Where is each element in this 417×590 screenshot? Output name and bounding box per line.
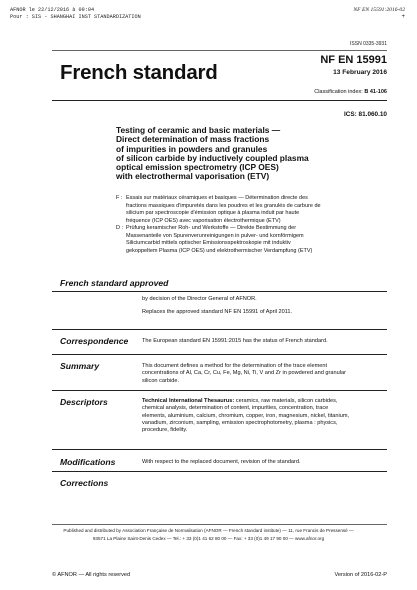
summary-heading: Summary: [60, 361, 100, 371]
descriptors-divider: [52, 390, 387, 391]
top-divider: [52, 50, 387, 51]
download-stamp: [10, 7, 141, 21]
modifications-divider: [52, 449, 387, 450]
corrections-divider: [52, 471, 387, 472]
french-title: [116, 195, 386, 225]
german-title-line: Siliciumcarbid mittels optischer Emissionsspektroskopie mit induktiv: [126, 240, 291, 247]
issn: ISSN 0335-3931: [350, 41, 387, 47]
approved-divider: [52, 291, 387, 292]
french-title-line: fractions massiques d'impuretés dans les poudres et les granulés de carbure de: [126, 202, 321, 209]
french-title-line: Essais sur matériaux céramiques et basiques — Détermination directe des: [126, 195, 308, 201]
ics-code: ICS: 81.060.10: [344, 111, 387, 118]
modifications-text: With respect to the replaced document, revision of the standard.: [142, 459, 301, 465]
standard-number: NF EN 15991: [320, 54, 387, 66]
title-line: of silicon carbide by inductively coupled plasma: [116, 152, 309, 163]
summary-line: concentrations of Al, Ca, Cr, Cu, Fe, Mg, Ni, Ti, V and Zr in powdered and granular: [142, 370, 346, 377]
stamp-line-recipient: Pour : SIS - SHANGHAI INST STANDARDIZATION: [10, 14, 141, 20]
descriptors-heading: Descriptors: [60, 397, 108, 407]
classification-value: B 41-106: [364, 89, 387, 95]
french-title-line: silicium par spectroscopie d'émission optique à plasma induit par haute: [126, 210, 300, 217]
descriptors-line: vanadium, zirconium, sampling, emission spectrophotometry, plasma : physics,: [142, 419, 338, 426]
corrections-heading: Corrections: [60, 478, 109, 488]
summary-text: [142, 363, 387, 385]
title-line: of impurities in powders and granules: [116, 143, 268, 154]
title-line: Testing of ceramic and basic materials —: [116, 125, 281, 135]
copyright: © AFNOR — All rights reserved: [52, 572, 131, 578]
german-title: [116, 225, 386, 255]
correspondence-heading: Correspondence: [60, 336, 129, 346]
summary-line: This document defines a method for the determination of the trace element: [142, 363, 328, 369]
modifications-heading: Modifications: [60, 457, 116, 467]
german-title-line: gekoppeltem Plasma (ICP OES) und elektrothermischer Verdampfung (ETV): [126, 247, 313, 254]
descriptors-line: elements, aluminium, calcium, chromium, copper, iron, magnesium, nickel, titanium,: [142, 412, 350, 419]
correspondence-text: The European standard EN 15991:2015 has the status of French standard.: [142, 338, 328, 344]
title-line: Direct determination of mass fractions: [116, 134, 270, 145]
approved-heading: French standard approved: [60, 278, 169, 288]
thesaurus-label: Technical International Thesaurus:: [142, 398, 235, 404]
approved-decision: by decision of the Director General of AFNOR.: [142, 296, 257, 302]
header-divider: [52, 100, 387, 101]
french-title-line: fréquence (ICP OES) avec vaporisation électrothermique (ETV): [126, 217, 281, 224]
approved-replaces: Replaces the approved standard NF EN 15991 of April 2011.: [142, 309, 293, 315]
german-title-tag: D :: [116, 225, 124, 231]
german-title-line: Massenanteile von Spurenverunreinigungen in pulver- und kornförmigem: [126, 232, 304, 239]
footer-divider: [52, 524, 387, 525]
descriptors-line-1: ceramics, raw materials, silicon carbides,: [234, 398, 338, 404]
classification-index: [314, 89, 387, 95]
classification-label: Classification index:: [314, 89, 365, 95]
descriptors-text: [142, 398, 387, 434]
header-plus: +: [401, 14, 405, 20]
title-line: optical emission spectrometry (ICP OES): [116, 162, 279, 173]
standard-date: 13 February 2016: [333, 69, 387, 76]
summary-line: silicon carbide.: [142, 377, 179, 384]
document-kind: French standard: [60, 61, 218, 84]
descriptors-line: procedure, fidelity.: [142, 427, 188, 434]
french-title-tag: F :: [116, 195, 123, 201]
descriptors-line: chemical analysis, determination of content, impurities, concentration, trace: [142, 405, 329, 412]
title-line: with electrothermal vaporisation (ETV): [116, 171, 270, 182]
publisher-line: Published and distributed by Association Française de Normalisation (AFNOR — French standard institute) — 11, rue Francis de Pressensé —: [63, 528, 354, 533]
publisher-contact: 93571 La Plaine Saint-Denis Cedex — Tel.: + 33 (0)1 41 62 80 00 — Fax: + 33 (0)1 49 17 90 00 — www.afnor.org: [92, 536, 325, 541]
descriptors-line: [142, 398, 387, 405]
correspondence-divider: [52, 329, 387, 330]
header-reference: NF EN 15591:2016-02: [353, 7, 405, 13]
document-title: [116, 126, 356, 182]
version: Version of 2016-02-P: [334, 572, 387, 578]
summary-divider: [52, 354, 387, 355]
stamp-line-date: AFNOR le 22/12/2016 à 09:04: [10, 7, 95, 13]
german-title-line: Prüfung keramischer Roh- und Werkstoffe — Direkte Bestimmung der: [126, 225, 297, 231]
